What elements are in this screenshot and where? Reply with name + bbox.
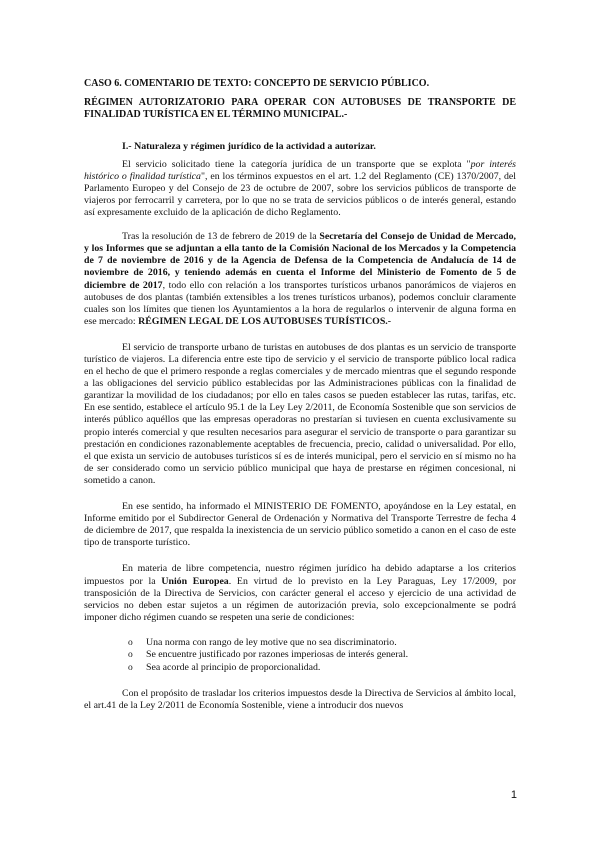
paragraph-3: El servicio de transporte urbano de turistas en autobuses de dos plantas es un servicio de transporte turístico de viajeros. La diferencia entre este tipo de servicio y el servicio de transporte público local radica en el hecho de que el primero responde a reglas comerciales y de mercado mientras que el segundo responde a las obligaciones del servicio público establecidas por las Administraciones públicas con la finalidad de garantizar la movilidad de los ciudadanos; por ello en tales casos se pueden establecer las rutas, tarifas, etc. En ese sentido, establece el artículo 95.1 de la Ley Ley 2/2011, de Economía Sostenible que son servicios de interés público aquéllos que las empresas operadoras no prestarían si tuviesen en cuenta exclusivamente su propio interés comercial y que resulten necesarios para asegurar el servicio de transporte o para garantizar su prestación en condiciones razonablemente aceptables de frecuencia, precio, calidad o universalidad. Por ello, el que exista un servicio de autobuses turísticos sí es de interés municipal, pero el servicio en sí mismo no ha de ser considerado como un servicio público municipal que haya de prestarse en régimen concesional, ni sometido a canon. <box>84 341 516 486</box>
list-item <box>128 649 516 661</box>
paragraph-2 <box>84 231 516 328</box>
list-item <box>128 662 516 674</box>
bullet-icon: o <box>128 637 133 648</box>
paragraph-6: Con el propósito de trasladar los criterios impuestos desde la Directiva de Servicios al ámbito local, el art.41 de la Ley 2/2011 de Economía Sostenible, viene a introducir dos nuevos <box>84 688 516 712</box>
p5-bold-eu: Unión Europea <box>161 575 229 587</box>
p2-text-a: Tras la resolución de 13 de febrero de 2019 de la <box>122 231 320 243</box>
document-subtitle: RÉGIMEN AUTORIZATORIO PARA OPERAR CON AUTOBUSES DE TRANSPORTE DE FINALIDAD TURÍSTICA EN EL TÉRMINO MUNICIPAL.- <box>84 97 516 121</box>
p2-bold-references: Secretaría del Consejo de Unidad de Mercado, y los Informes que se adjuntan a ella tanto de la Comisión Nacional de los Mercados y la Competencia de 7 de noviembre de 2016 y de la Agencia de Defensa de la Competencia de Andalucía de 14 de noviembre de 2016, y teniendo además en cuenta el Informe del Ministerio de Fomento de 5 de diciembre de 2017 <box>84 231 516 291</box>
paragraph-4: En ese sentido, ha informado el MINISTERIO DE FOMENTO, apoyándose en la Ley estatal, en Informe emitido por el Subdirector General de Ordenación y Normativa del Transporte Terrestre de fecha 4 de diciembre de 2017, que respalda la inexistencia de un servicio público sometido a canon en el caso de este tipo de transporte turístico. <box>84 501 516 549</box>
condition-text: Sea acorde al principio de proporcionalidad. <box>146 661 321 673</box>
document-body <box>84 78 516 712</box>
p1-text-b: ", en los términos expuestos en el art. 1.2 del Reglamento (CE) 1370/2007, del Parlamento Europeo y del Consejo de 23 de octubre de 2007, sobre los servicios públicos de transporte de viajeros por ferrocarril y carretera, por lo que no se trata de servicios públicos o de interés general, estando así expresamente excluido de la aplicación de dicho Reglamento. <box>84 170 517 219</box>
bullet-icon: o <box>128 662 133 673</box>
paragraph-5 <box>84 563 516 623</box>
condition-text: Una norma con rango de ley motive que no sea discriminatorio. <box>146 636 397 648</box>
p5-text-a: En materia de libre competencia, nuestro régimen jurídico ha debido adaptarse a los criterios impuestos por la <box>84 563 516 587</box>
section-heading: I.- Naturaleza y régimen jurídico de la actividad a autorizar. <box>122 140 376 152</box>
conditions-list <box>84 637 516 674</box>
paragraph-1 <box>84 159 516 219</box>
p2-bold-heading: RÉGIMEN LEGAL DE LOS AUTOBUSES TURÍSTICOS.- <box>138 315 392 327</box>
condition-text: Se encuentre justificado por razones imperiosas de interés general. <box>146 649 409 661</box>
page-number: 1 <box>510 789 517 801</box>
p1-text-a: El servicio solicitado tiene la categoría jurídica de un transporte que se explota " <box>122 158 471 170</box>
list-item <box>128 637 516 649</box>
p5-text-b: . En virtud de lo previsto en la Ley Paraguas, Ley 17/2009, por transposición de la Directiva de Servicios, con carácter general el acceso y ejercicio de una actividad de servicios no deben estar sujetos a un régimen de autorización previa, solo excepcionalmente se podrá imponer dicho régimen cuando se respeten una serie de condiciones: <box>84 575 516 623</box>
case-title: CASO 6. COMENTARIO DE TEXTO: CONCEPTO DE SERVICIO PÚBLICO. <box>84 78 430 89</box>
bullet-icon: o <box>128 650 133 661</box>
p2-text-b: , todo ello con relación a los transportes turísticos urbanos panorámicos de viajeros en autobuses de dos plantas (también extensibles a los trenes turísticos urbanos), podemos concluir claramente cuales son los límites que tienen los Ayuntamientos a la hora de regularlos o intervenir de alguna forma en ese mercado: <box>84 279 516 327</box>
p1-italic-quote: por interés histórico o finalidad turística <box>84 158 516 182</box>
